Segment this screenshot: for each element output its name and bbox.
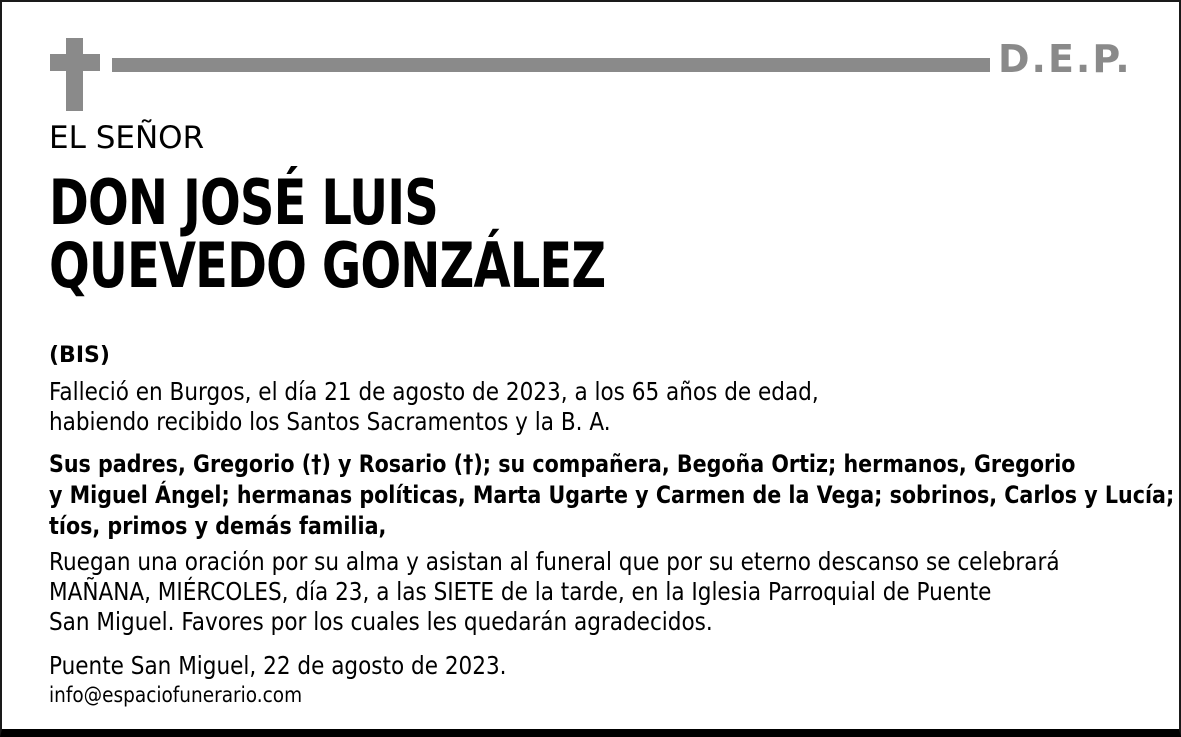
family-line: y Miguel Ángel; hermanas políticas, Marta Ugarte y Carmen de la Vega; sobrinos, Carlos y Lucía; <box>49 481 1175 509</box>
death-notice-line: Falleció en Burgos, el día 21 de agosto de 2023, a los 65 años de edad, <box>49 377 819 406</box>
honorific-title: EL SEÑOR <box>49 120 205 156</box>
deceased-name <box>49 166 606 302</box>
family-line: tíos, primos y demás familia, <box>49 512 387 540</box>
name-line-1: DON JOSÉ LUIS <box>49 166 438 239</box>
contact-email: info@espaciofunerario.com <box>49 683 303 707</box>
funeral-request <box>49 547 1060 637</box>
name-suffix: (BIS) <box>49 343 110 368</box>
request-line: MAÑANA, MIÉRCOLES, día 23, a las SIETE de la tarde, en la Iglesia Parroquial de Puente <box>49 577 992 606</box>
cross-icon <box>50 38 100 111</box>
name-line-2: QUEVEDO GONZÁLEZ <box>49 229 606 302</box>
family-line: Sus padres, Gregorio (†) y Rosario (†); su compañera, Begoña Ortiz; hermanos, Gregorio <box>49 450 1076 478</box>
dep-label: D.E.P. <box>998 37 1132 81</box>
death-notice <box>49 377 819 437</box>
death-notice-line: habiendo recibido los Santos Sacramentos y la B. A. <box>49 407 611 436</box>
request-line: San Miguel. Favores por los cuales les quedarán agradecidos. <box>49 607 713 636</box>
family-list <box>49 449 1174 542</box>
header-divider <box>112 58 990 72</box>
place-and-date: Puente San Miguel, 22 de agosto de 2023. <box>49 651 507 680</box>
request-line: Ruegan una oración por su alma y asistan al funeral que por su eterno descanso se celebrará <box>49 547 1060 576</box>
